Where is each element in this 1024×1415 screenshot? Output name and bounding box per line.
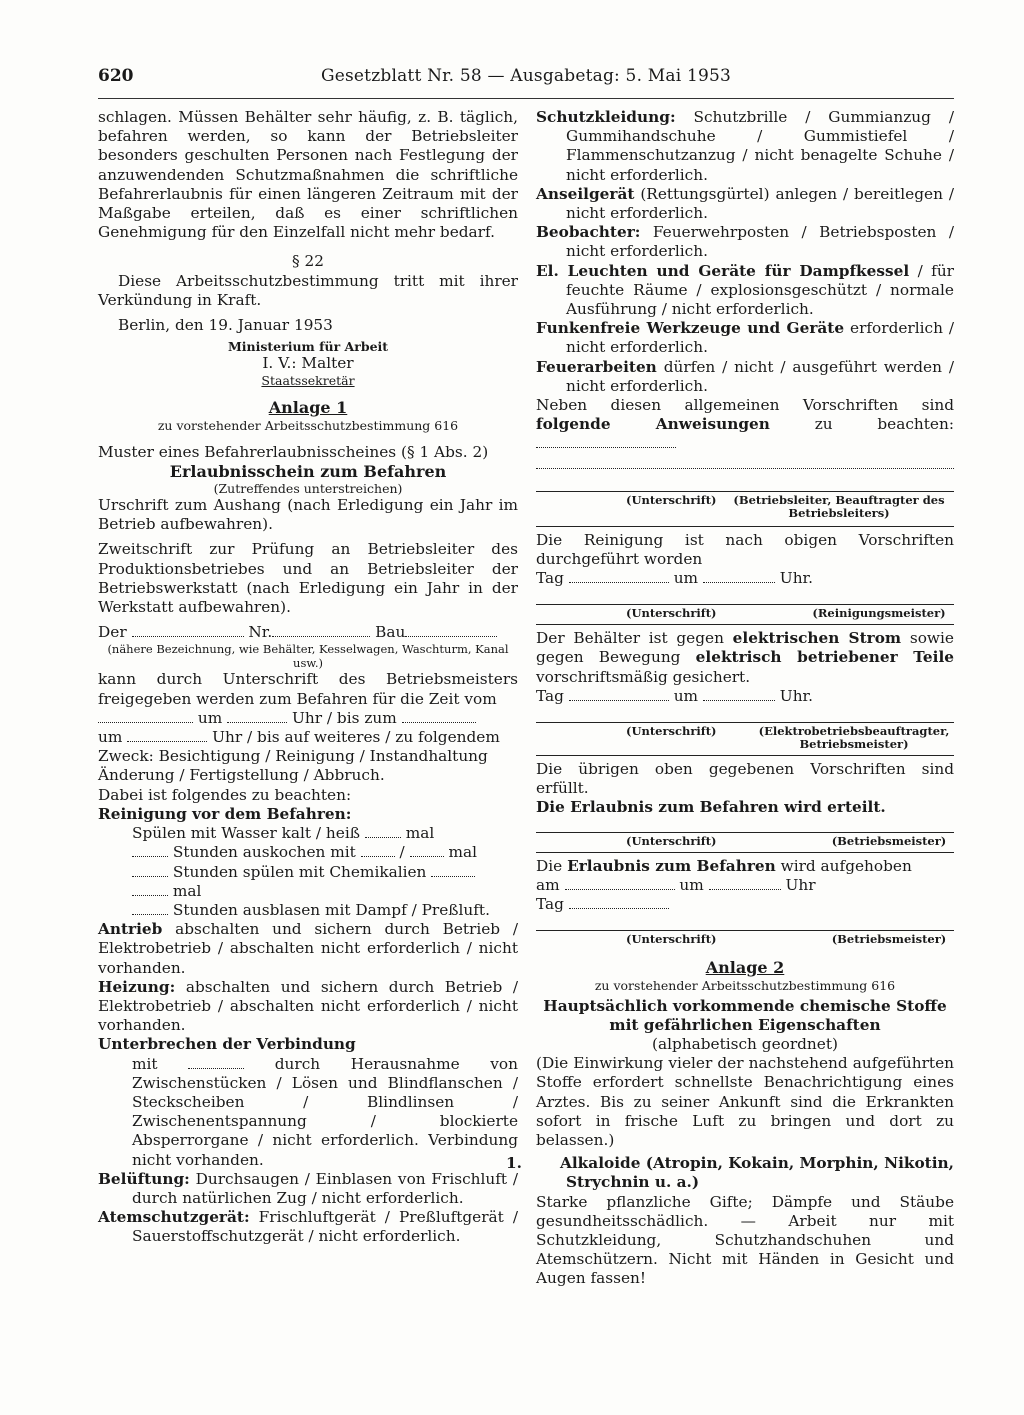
divider-4	[536, 852, 954, 853]
annex-2-subtitle: zu vorstehender Arbeitsschutzbestimmung 616	[594, 977, 896, 993]
erlaubnis-erteilt: Die Erlaubnis zum Befahren wird erteilt.	[536, 798, 886, 817]
signature-caption-3: (Unterschrift) (Elektrobetriebsbeauftragter, Betriebsmeister)	[626, 724, 950, 752]
naehere-bezeichnung: (nähere Bezeichnung, wie Behälter, Kesselwagen, Waschturm, Kanal usw.)	[107, 642, 509, 671]
muster-line: Muster eines Befahrerlaubnisscheines (§ 1 Abs. 2)	[98, 442, 489, 461]
page-header	[98, 62, 954, 99]
antrieb: Antrieb abschalten und sichern durch Betrieb / Elektrobetrieb / abschalten nicht erforderlich / nicht vorhanden.	[98, 920, 518, 977]
annex-2-order: (alphabetisch geordnet)	[652, 1034, 838, 1053]
auskochen-line: Stunden auskochen mit / mal	[98, 843, 518, 862]
leuchten: El. Leuchten und Geräte für Dampfkessel / für feuchte Räume / explosionsgeschützt / normale Ausführung / nicht erforderlich.	[536, 261, 954, 319]
unterbrechen-heading: Unterbrechen der Verbindung	[98, 1035, 356, 1054]
ausblasen-line: Stunden ausblasen mit Dampf / Preßluft.	[98, 901, 518, 920]
annex-2-heading: Hauptsächlich vorkommende chemische Stoffe mit gefährlichen Eigenschaften	[543, 996, 947, 1034]
mal-line: mal	[98, 882, 518, 901]
left-column	[98, 108, 518, 1247]
urschrift: Urschrift zum Aushang (nach Erledigung ein Jahr im Betrieb aufbewahren).	[98, 496, 518, 534]
annex-1-title: Anlage 1	[268, 398, 348, 418]
signature-caption-4: (Unterschrift) (Betriebsmeister)	[626, 833, 947, 848]
form-title: Erlaubnisschein zum Befahren	[169, 461, 447, 481]
atemschutz: Atemschutzgerät: Frischluftgerät / Preßluftgerät / Sauerstoffschutzgerät / nicht erforderlich.	[98, 1208, 518, 1246]
divider-3	[536, 755, 954, 756]
journal-title: Gesetzblatt Nr. 58 — Ausgabetag: 5. Mai 1953	[320, 66, 732, 86]
anseilgeraet: Anseilgerät (Rettungsgürtel) anlegen / bereitlegen / nicht erforderlich.	[536, 184, 954, 223]
intro-paragraph: schlagen. Müssen Behälter sehr häufig, z. B. täglich, befahren werden, so kann der Betriebsleiter besonders geschulten Personen nach Festlegung der anzuwendenden Schutzmaßnahmen die schriftliche Befahrerlaubnis für einen längeren Zeitraum mit der Maßgabe erteilen, daß es einer schriftlichen Genehmigung für den Einzelfall nicht mehr bedarf.	[98, 108, 518, 242]
dabei-line: Dabei ist folgendes zu beachten:	[98, 785, 352, 804]
item-1-text: Starke pflanzliche Gifte; Dämpfe und Stäube gesundheitsschädlich. — Arbeit nur mit Schutzkleidung, Schutzhandschuhen und Atemschützern. Nicht mit Händen in Gesicht und Augen fassen!	[536, 1192, 954, 1288]
aufgehoben-text: Die Erlaubnis zum Befahren wird aufgehoben	[536, 856, 912, 875]
reinigung-done: Die Reinigung ist nach obigen Vorschriften durchgeführt worden	[536, 530, 954, 568]
signature-caption-2: (Unterschrift) (Reinigungsmeister)	[626, 606, 946, 621]
spuelen-line: Spülen mit Wasser kalt / heiß mal	[132, 824, 435, 843]
kann-text: kann durch Unterschrift des Betriebsmeisters freigegeben werden zum Befahren für die Zeit vom	[98, 670, 518, 708]
signer-title: Staatssekretär	[261, 373, 355, 389]
behaelter-time: Tag um Uhr.	[536, 686, 814, 705]
bis-line: um Uhr / bis auf weiteres / zu folgendem	[98, 728, 500, 747]
heizung: Heizung: abschalten und sichern durch Betrieb / Elektrobetrieb / abschalten nicht erforderlich / nicht vorhanden.	[98, 977, 518, 1035]
section-number: § 22	[292, 252, 324, 271]
schutzkleidung: Schutzkleidung: Schutzbrille / Gummianzug / Gummihandschuhe / Gummistiefel / Flammenschutzanzug / nicht benagelte Schuhe / nicht erforderlich.	[536, 108, 954, 184]
form-note: (Zutreffendes unterstreichen)	[213, 481, 403, 497]
reinigung-time: Tag um Uhr.	[536, 569, 814, 588]
funkenfrei: Funkenfreie Werkzeuge und Geräte erforderlich / nicht erforderlich.	[536, 319, 954, 357]
divider-2	[536, 624, 954, 625]
divider-1	[536, 526, 954, 527]
der-nr-bau-line: Der Nr. Bau	[98, 623, 518, 642]
uebrigen-text: Die übrigen oben gegebenen Vorschriften sind erfüllt.	[536, 760, 954, 798]
aufgehoben-tag: Tag	[536, 895, 954, 914]
behaelter-text: Der Behälter ist gegen elektrischen Strom sowie gegen Bewegung elektrisch betriebener Teile vorschriftsmäßig gesichert.	[536, 629, 954, 686]
zweck-line: Zweck: Besichtigung / Reinigung / Instandhaltung Änderung / Fertigstellung / Abbruch.	[98, 747, 488, 785]
feuerarbeiten: Feuerarbeiten dürfen / nicht / ausgeführt werden / nicht erforderlich.	[536, 357, 954, 395]
annex-2-title: Anlage 2	[705, 958, 785, 978]
unterbrechen-text: mit durch Herausnahme von Zwischenstücken / Lösen und Blindflanschen / Steckscheiben / Blindlinsen / Zwischenentspannung / blockierte Absperrorgane / nicht erforderlich. Verbindung nicht vorhanden.	[132, 1054, 518, 1169]
page-number: 620	[98, 66, 134, 86]
signature-caption-5: (Unterschrift) (Betriebsmeister)	[626, 932, 947, 947]
signer: I. V.: Malter	[262, 354, 354, 373]
right-column	[506, 108, 954, 1289]
annex-1-subtitle: zu vorstehender Arbeitsschutzbestimmung 616	[157, 417, 459, 433]
signature-caption-1: (Unterschrift) (Betriebsleiter, Beauftragter des Betriebsleiters)	[626, 492, 945, 520]
neben-text: Neben diesen allgemeinen Vorschriften sind folgende Anweisungen zu beachten:	[536, 396, 954, 454]
belueftung: Belüftung: Durchsaugen / Einblasen von Frischluft / durch natürlichen Zug / nicht erforderlich.	[98, 1169, 518, 1207]
vom-line: um Uhr / bis zum	[98, 709, 518, 728]
aufgehoben-am: am um Uhr	[536, 875, 816, 894]
ministry: Ministerium für Arbeit	[227, 339, 389, 355]
item-1-heading: 1. Alkaloide (Atropin, Kokain, Morphin, Nikotin, Strychnin u. a.)	[506, 1154, 954, 1192]
chemikalien-line: Stunden spülen mit Chemikalien	[98, 863, 518, 882]
reinigung-heading: Reinigung vor dem Befahren:	[98, 804, 352, 823]
annex-2-intro: (Die Einwirkung vieler der nachstehend aufgeführten Stoffe erfordert schnellste Benachrichtigung eines Arztes. Bis zu seiner Ankunft sind die Erkrankten sofort in frische Luft zu bringen und dort zu belassen.)	[536, 1054, 954, 1149]
place-date: Berlin, den 19. Januar 1953	[118, 316, 333, 335]
section-text: Diese Arbeitsschutzbestimmung tritt mit ihrer Verkündung in Kraft.	[98, 271, 518, 309]
zweitschrift: Zweitschrift zur Prüfung an Betriebsleiter des Produktionsbetriebes und an Betriebsleiter der Betriebswerkstatt (nach Erledigung ein Jahr in der Werkstatt aufbewahren).	[98, 540, 518, 617]
beobachter: Beobachter: Feuerwehrposten / Betriebsposten / nicht erforderlich.	[536, 223, 954, 261]
anweisungen-line	[536, 468, 954, 469]
